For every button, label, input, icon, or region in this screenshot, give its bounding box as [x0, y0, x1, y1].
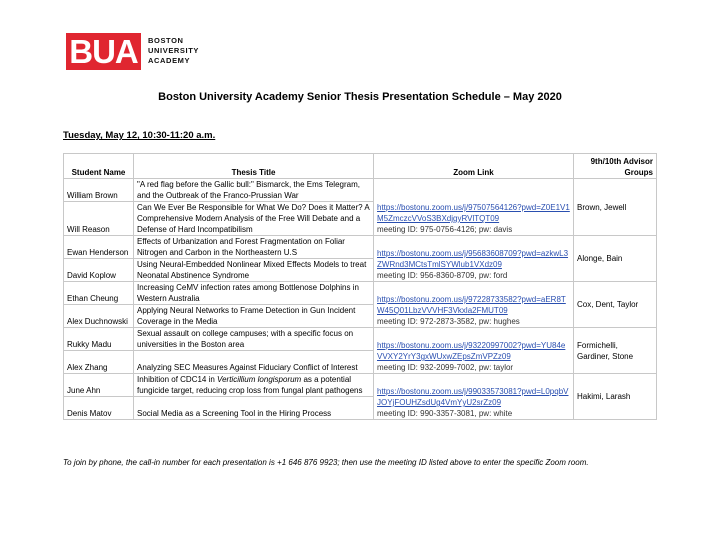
zoom-cell	[374, 179, 574, 236]
col-header-advisor-bottom: Groups	[624, 168, 653, 177]
advisor-group: Alonge, Bain	[574, 236, 657, 282]
zoom-link[interactable]: https://bostonu.zoom.us/j/99033573081?pwd=L0pqbVJOYjFOUHZsdUg4VmYyU2srZz09	[377, 387, 569, 407]
meeting-info: meeting ID: 972-2873-3582, pw: hughes	[377, 317, 520, 326]
logo-line-1: BOSTON	[148, 36, 184, 45]
logo-line-2: UNIVERSITY	[148, 46, 200, 55]
advisor-group: Brown, Jewell	[574, 179, 657, 236]
col-header-title: Thesis Title	[134, 154, 374, 179]
table-row	[64, 328, 657, 351]
table-header-row	[64, 154, 657, 179]
advisor-group: Formichelli, Gardiner, Stone	[574, 328, 657, 374]
thesis-title: Sexual assault on college campuses; with a specific focus on universities in the Boston area	[134, 328, 374, 351]
bua-logo	[66, 33, 199, 70]
advisor-group: Cox, Dent, Taylor	[574, 282, 657, 328]
page-title: Boston University Academy Senior Thesis Presentation Schedule – May 2020	[158, 91, 562, 103]
zoom-cell	[374, 282, 574, 328]
zoom-link[interactable]: https://bostonu.zoom.us/j/97507564126?pwd=Z0E1V1M5ZmczcVVoS3BXdjgyRVlTQT09	[377, 203, 570, 223]
thesis-title: "A red flag before the Gallic bull:" Bismarck, the Ems Telegram, and the Outbreak of the Franco-Prussian War	[134, 179, 374, 202]
student-name: Ethan Cheung	[64, 282, 134, 305]
col-header-zoom: Zoom Link	[374, 154, 574, 179]
student-name: Denis Matov	[64, 397, 134, 420]
student-name: Ewan Henderson	[64, 236, 134, 259]
student-name: Will Reason	[64, 202, 134, 236]
logo-mark: BUA	[66, 33, 141, 70]
col-header-advisor-top: 9th/10th Advisor	[590, 157, 653, 166]
col-header-student: Student Name	[64, 154, 134, 179]
col-header-advisor	[574, 154, 657, 179]
thesis-title	[134, 374, 374, 397]
meeting-info: meeting ID: 932-2099-7002, pw: taylor	[377, 363, 514, 372]
meeting-info: meeting ID: 956-8360-8709, pw: ford	[377, 271, 508, 280]
session-heading: Tuesday, May 12, 10:30-11:20 a.m.	[63, 130, 216, 141]
meeting-info: meeting ID: 975-0756-4126; pw: davis	[377, 225, 513, 234]
thesis-title: Social Media as a Screening Tool in the Hiring Process	[134, 397, 374, 420]
table-row	[64, 282, 657, 305]
thesis-title: Can We Ever Be Responsible for What We Do? Does it Matter? A Comprehensive Modern Analysis of the Free Will Debate and a Defense of Hard Incompatibilism	[134, 202, 374, 236]
thesis-title: Increasing CeMV infection rates among Bottlenose Dolphins in Western Australia	[134, 282, 374, 305]
zoom-cell	[374, 374, 574, 420]
student-name: June Ahn	[64, 374, 134, 397]
advisor-group: Hakimi, Larash	[574, 374, 657, 420]
thesis-title-species: Verticillium longisporum	[217, 375, 302, 384]
logo-line-3: ACADEMY	[148, 56, 191, 65]
table-row	[64, 374, 657, 397]
thesis-title-part-a: Inhibition of CDC14 in	[137, 375, 218, 384]
thesis-title: Analyzing SEC Measures Against Fiduciary Conflict of Interest	[134, 351, 374, 374]
zoom-link[interactable]: https://bostonu.zoom.us/j/97228733582?pwd=aER8TW45Q01LbzVVVHF3Vkxla2FMUT09	[377, 295, 566, 315]
meeting-info: meeting ID: 990-3357-3081, pw: white	[377, 409, 513, 418]
student-name: William Brown	[64, 179, 134, 202]
zoom-cell	[374, 236, 574, 282]
logo-wordmark	[148, 36, 199, 66]
student-name: David Koplow	[64, 259, 134, 282]
thesis-title-part-b: as a potential fungicide target, reducing crop loss from fungal plant pathogens	[137, 375, 363, 395]
zoom-cell	[374, 328, 574, 374]
schedule-table	[63, 153, 657, 420]
student-name: Alex Zhang	[64, 351, 134, 374]
zoom-link[interactable]: https://bostonu.zoom.us/j/95683608709?pwd=azkwL3ZWRnd3MCtsTmlSYWlub1VXdz09	[377, 249, 569, 269]
student-name: Rukky Madu	[64, 328, 134, 351]
thesis-title: Applying Neural Networks to Frame Detection in Gun Incident Coverage in the Media	[134, 305, 374, 328]
student-name: Alex Duchnowski	[64, 305, 134, 328]
thesis-title: Using Neural-Embedded Nonlinear Mixed Effects Models to treat Neonatal Abstinence Syndrome	[134, 259, 374, 282]
table-row	[64, 236, 657, 259]
phone-note: To join by phone, the call-in number for each presentation is +1 646 876 9923; then use the meeting ID listed above to enter the specific Zoom room.	[63, 458, 589, 467]
table-row	[64, 179, 657, 202]
zoom-link[interactable]: https://bostonu.zoom.us/j/93220997002?pwd=YU84eVVXY2YrY3gxWUxwZEpsZmVPZz09	[377, 341, 566, 361]
thesis-title: Effects of Urbanization and Forest Fragmentation on Foliar Nitrogen and Carbon in the Northeastern U.S	[134, 236, 374, 259]
